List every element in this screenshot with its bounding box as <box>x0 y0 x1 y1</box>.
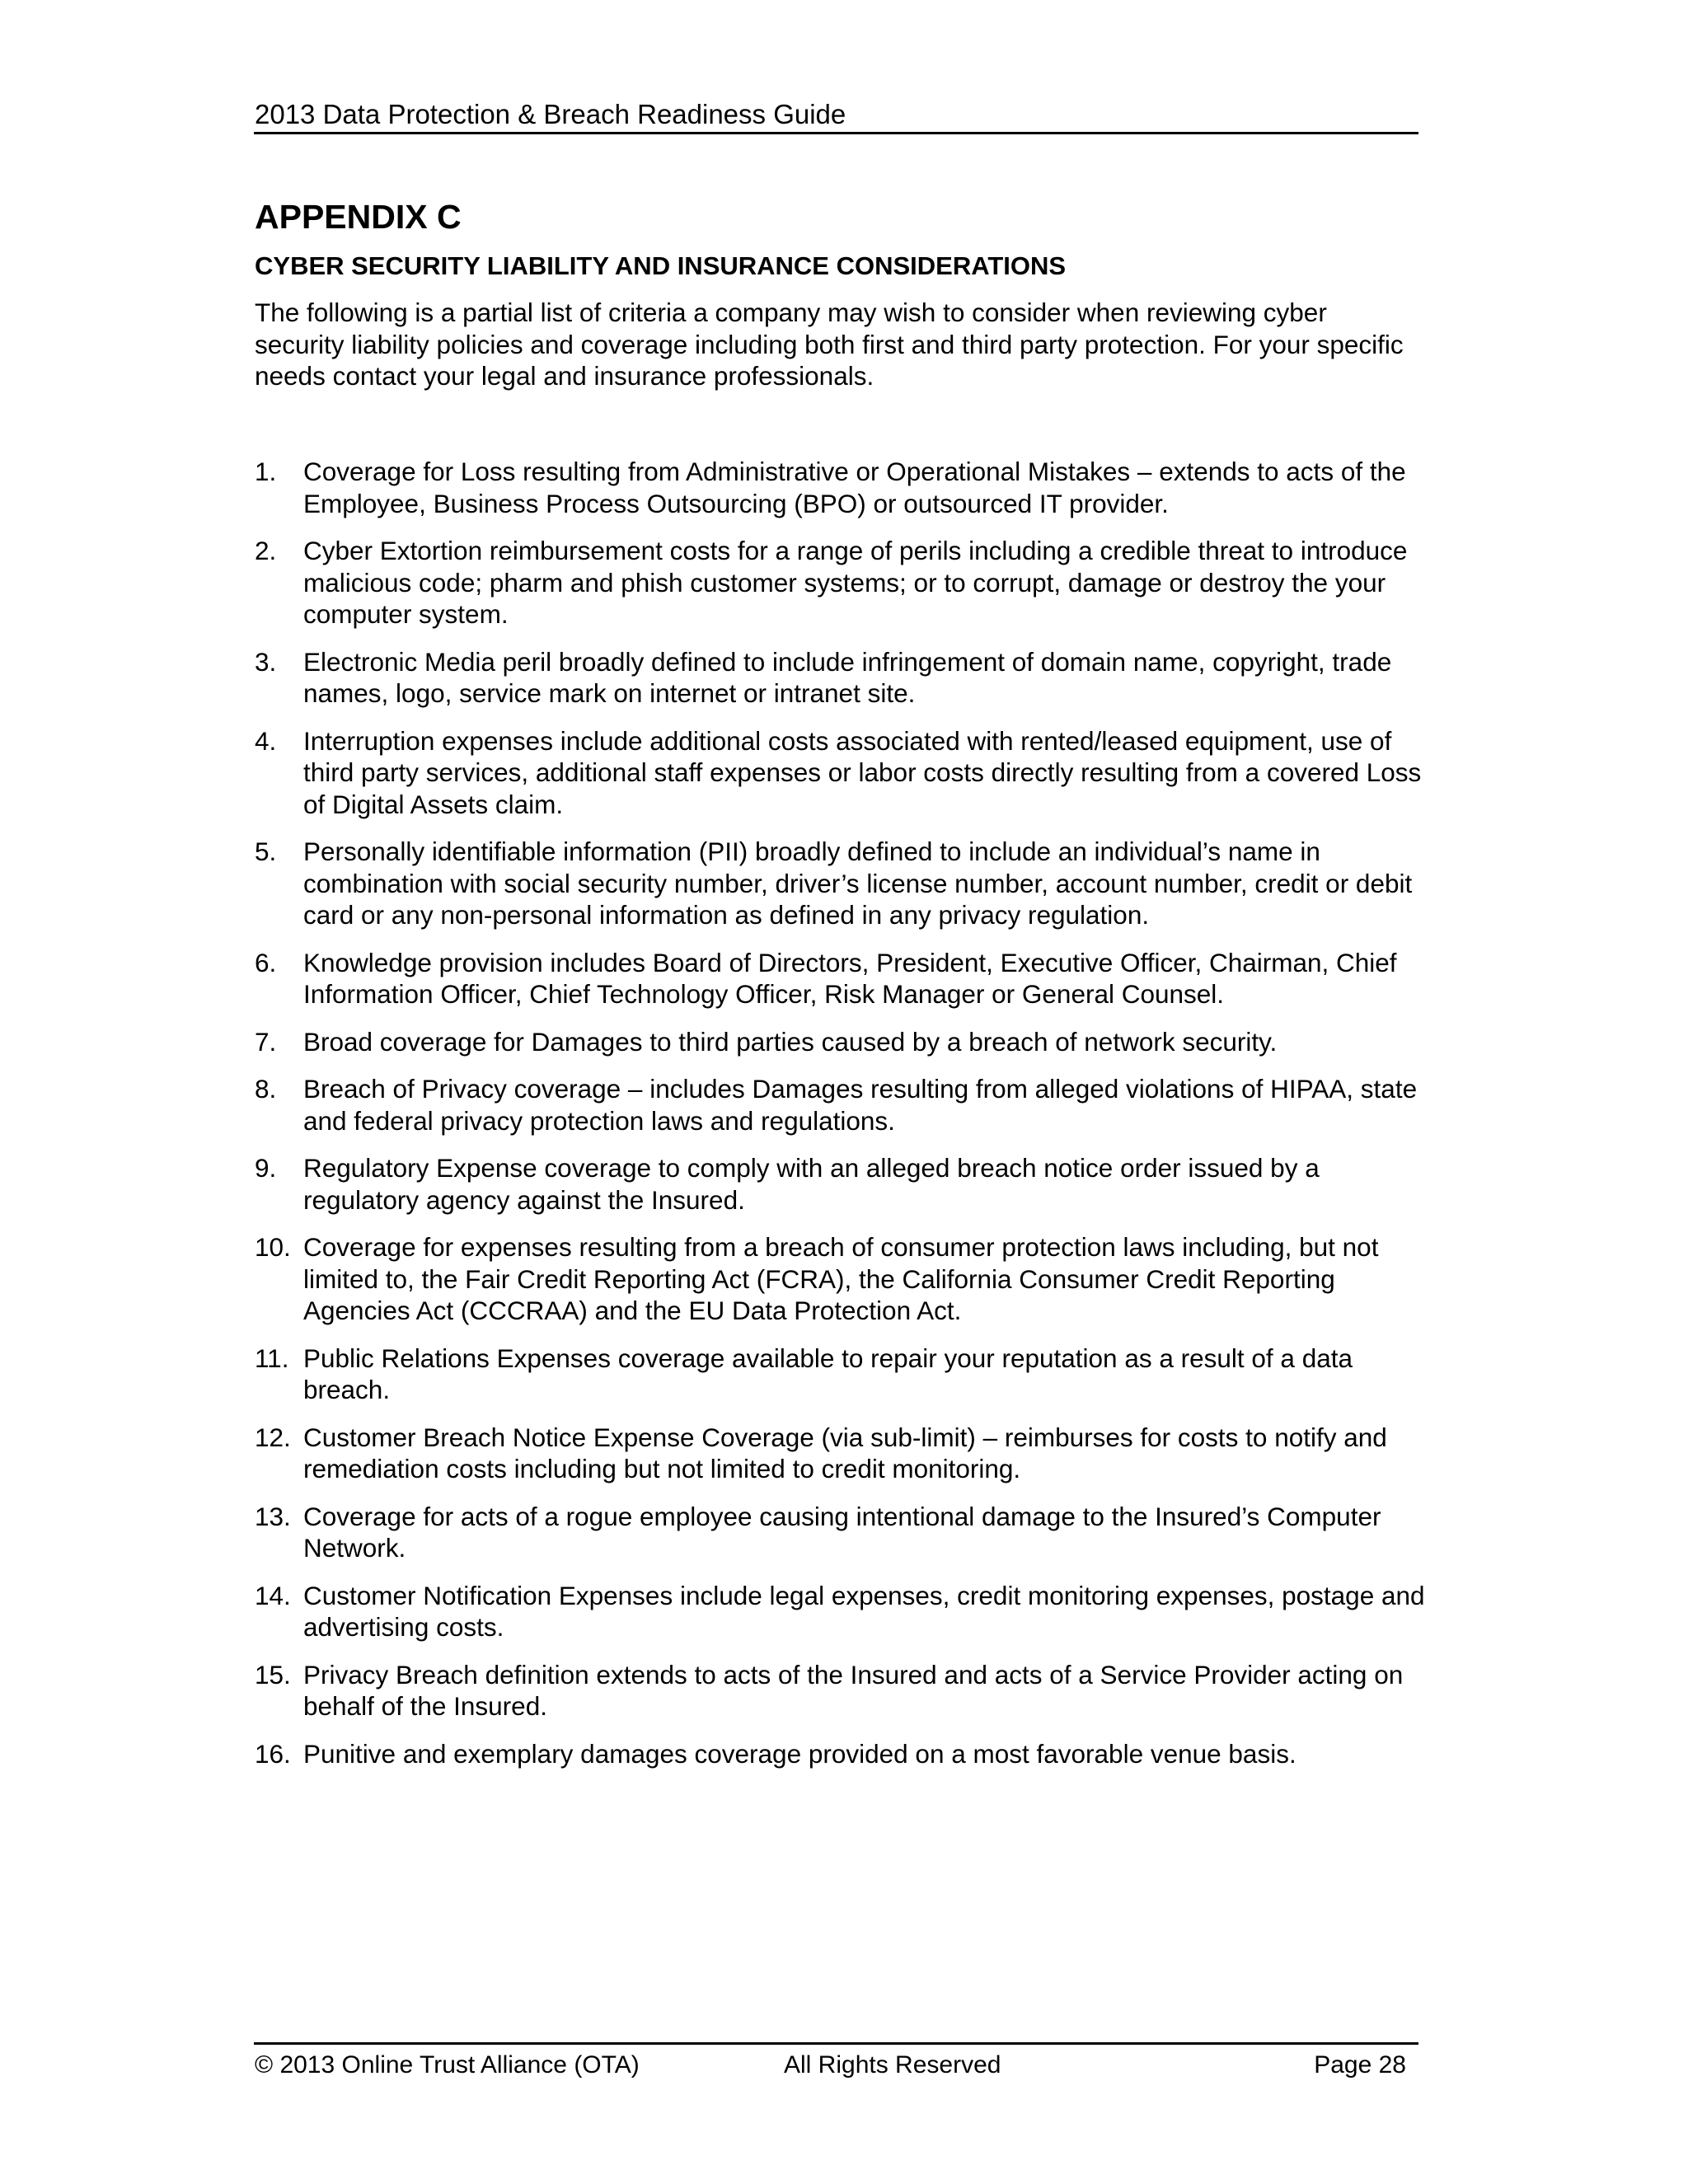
list-item-number: 3. <box>255 646 277 677</box>
list-item-text: Customer Breach Notice Expense Coverage (via sub-limit) – reimburses for costs to notify and remediation costs including but not limited to credit monitoring. <box>303 1422 1387 1483</box>
list-item-number: 1. <box>255 457 277 486</box>
list-item-text: Knowledge provision includes Board of Directors, President, Executive Officer, Chairman, Chief Information Officer, Chief Technology Officer, Risk Manager or General Counsel. <box>303 947 1397 1009</box>
list-item-number: 15. <box>255 1659 291 1690</box>
header-divider <box>254 132 1418 134</box>
list-item <box>255 1738 1425 1770</box>
list-item-text: Punitive and exemplary damages coverage provided on a most favorable venue basis. <box>303 1738 1296 1769</box>
list-item-text: Coverage for acts of a rogue employee causing intentional damage to the Insured’s Computer Network. <box>303 1501 1381 1563</box>
list-item <box>255 1422 1425 1485</box>
list-item-number: 13. <box>255 1501 291 1531</box>
list-item <box>255 535 1425 630</box>
list-item <box>255 646 1425 710</box>
list-item <box>255 1026 1425 1058</box>
list-item <box>255 1152 1425 1216</box>
list-item-number: 11. <box>255 1343 289 1373</box>
list-item <box>255 836 1425 931</box>
intro-paragraph: The following is a partial list of criteria a company may wish to consider when reviewing cyber security liability policies and coverage including both first and third party protection. For your specific needs contact your legal and insurance professionals. <box>255 298 1404 391</box>
list-item-text: Regulatory Expense coverage to comply with an alleged breach notice order issued by a regulatory agency against the Insured. <box>303 1153 1320 1215</box>
list-item-number: 9. <box>255 1153 277 1183</box>
list-item-text: Coverage for Loss resulting from Administrative or Operational Mistakes – extends to acts of the Employee, Business Process Outsourcing (BPO) or outsourced IT provider. <box>303 457 1406 518</box>
list-item <box>255 1580 1425 1643</box>
list-item-text: Broad coverage for Damages to third parties caused by a breach of network security. <box>303 1026 1278 1057</box>
footer-divider <box>254 2042 1418 2045</box>
list-item <box>255 1231 1425 1327</box>
list-item <box>255 1501 1425 1564</box>
list-item-number: 5. <box>255 837 277 866</box>
list-item-text: Interruption expenses include additional costs associated with rented/leased equipment, use of third party services, additional staff expenses or labor costs directly resulting from a covered Loss of Digital Assets claim. <box>303 725 1422 819</box>
list-item <box>255 456 1425 519</box>
list-item-number: 16. <box>255 1738 291 1769</box>
list-item-text: Personally identifiable information (PII) broadly defined to include an individual’s name in combination with social security number, driver’s license number, account number, credit or debit card or any non-personal information as defined in any privacy regulation. <box>303 837 1413 930</box>
list-item-text: Public Relations Expenses coverage available to repair your reputation as a result of a data breach. <box>303 1343 1353 1404</box>
appendix-title: APPENDIX C <box>255 198 462 236</box>
list-item <box>255 947 1425 1010</box>
list-item-number: 2. <box>255 536 277 565</box>
section-title: CYBER SECURITY LIABILITY AND INSURANCE CONSIDERATIONS <box>255 251 1067 280</box>
footer-copyright: © 2013 Online Trust Alliance (OTA) <box>255 2051 640 2079</box>
list-item-text: Customer Notification Expenses include legal expenses, credit monitoring expenses, postage and advertising costs. <box>303 1580 1425 1642</box>
page-number: Page 28 <box>1314 2051 1406 2079</box>
list-item-text: Privacy Breach definition extends to acts of the Insured and acts of a Service Provider acting on behalf of the Insured. <box>303 1659 1404 1721</box>
list-item-number: 10. <box>255 1232 291 1262</box>
list-item-number: 12. <box>255 1422 291 1452</box>
running-header: 2013 Data Protection & Breach Readiness Guide <box>255 99 846 129</box>
list-item-text: Cyber Extortion reimbursement costs for a range of perils including a credible threat to introduce malicious code; pharm and phish customer systems; or to corrupt, damage or destroy the your computer system. <box>303 536 1408 629</box>
list-item <box>255 1659 1425 1722</box>
list-item-number: 14. <box>255 1580 291 1610</box>
list-item-text: Breach of Privacy coverage – includes Damages resulting from alleged violations of HIPAA, state and federal privacy protection laws and regulations. <box>303 1074 1418 1136</box>
list-item-text: Electronic Media peril broadly defined to include infringement of domain name, copyright, trade names, logo, service mark on internet or intranet site. <box>303 646 1392 708</box>
list-item-number: 6. <box>255 947 277 977</box>
list-item-number: 7. <box>255 1026 277 1057</box>
footer-rights: All Rights Reserved <box>784 2051 1001 2079</box>
list-item <box>255 1073 1425 1137</box>
list-item-number: 8. <box>255 1074 277 1104</box>
list-item <box>255 725 1425 821</box>
criteria-list <box>255 456 1425 1785</box>
list-item-number: 4. <box>255 725 277 756</box>
list-item-text: Coverage for expenses resulting from a breach of consumer protection laws including, but not limited to, the Fair Credit Reporting Act (FCRA), the California Consumer Credit Reporting Agencies Act (CCCRAA) and the EU Data Protection Act. <box>303 1232 1379 1325</box>
list-item <box>255 1343 1425 1406</box>
